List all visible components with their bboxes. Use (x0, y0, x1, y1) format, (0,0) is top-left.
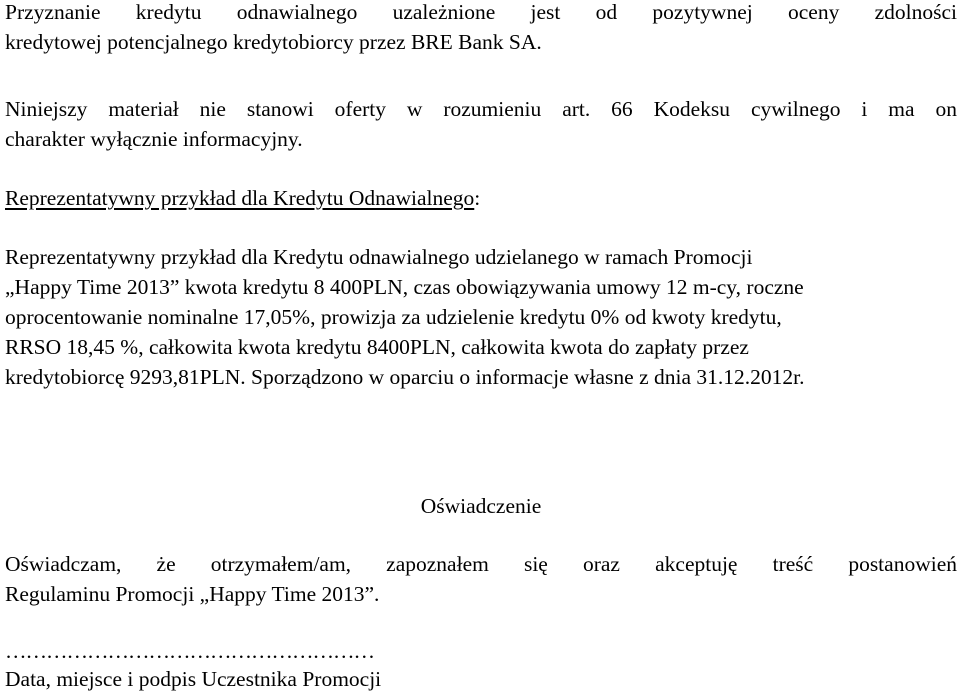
disclaimer-paragraph (5, 94, 957, 154)
paragraph-line: Niniejszy materiał nie stanowi oferty w rozumieniu art. 66 Kodeksu cywilnego i ma on (5, 97, 957, 121)
signature-label: Data, miejsce i podpis Uczestnika Promocji (5, 667, 382, 691)
example-heading-colon: : (474, 186, 481, 210)
paragraph-line: charakter wyłącznie informacyjny. (5, 127, 303, 151)
credit-approval-paragraph (5, 0, 957, 57)
example-heading (5, 183, 957, 213)
paragraph-line: RRSO 18,45 %, całkowita kwota kredytu 8400PLN, całkowita kwota do zapłaty przez (5, 335, 749, 359)
paragraph-line: Oświadczam, że otrzymałem/am, zapoznałem się oraz akceptuję treść postanowień (5, 552, 957, 576)
paragraph-line: kredytowej potencjalnego kredytobiorcy przez BRE Bank SA. (5, 30, 542, 54)
paragraph-line: Reprezentatywny przykład dla Kredytu odnawialnego udzielanego w ramach Promocji (5, 245, 753, 269)
paragraph-line: kredytobiorcę 9293,81PLN. Sporządzono w oparciu o informacje własne z dnia 31.12.2012r. (5, 365, 805, 389)
declaration-paragraph (5, 549, 957, 609)
signature-dotted-line: ……………………………………………… (5, 639, 374, 663)
paragraph-line: Regulaminu Promocji „Happy Time 2013”. (5, 582, 380, 606)
paragraph-line: oprocentowanie nominalne 17,05%, prowizja za udzielenie kredytu 0% od kwoty kredytu, (5, 305, 782, 329)
paragraph-line: Przyznanie kredytu odnawialnego uzależnione jest od pozytywnej oceny zdolności (5, 0, 957, 24)
paragraph-line: „Happy Time 2013” kwota kredytu 8 400PLN, czas obowiązywania umowy 12 m-cy, roczne (5, 275, 804, 299)
declaration-title-text: Oświadczenie (420, 494, 542, 518)
representative-example-paragraph (5, 242, 957, 392)
signature-section (5, 638, 957, 694)
example-heading-text: Reprezentatywny przykład dla Kredytu Odnawialnego (5, 186, 475, 210)
declaration-title (5, 491, 957, 521)
